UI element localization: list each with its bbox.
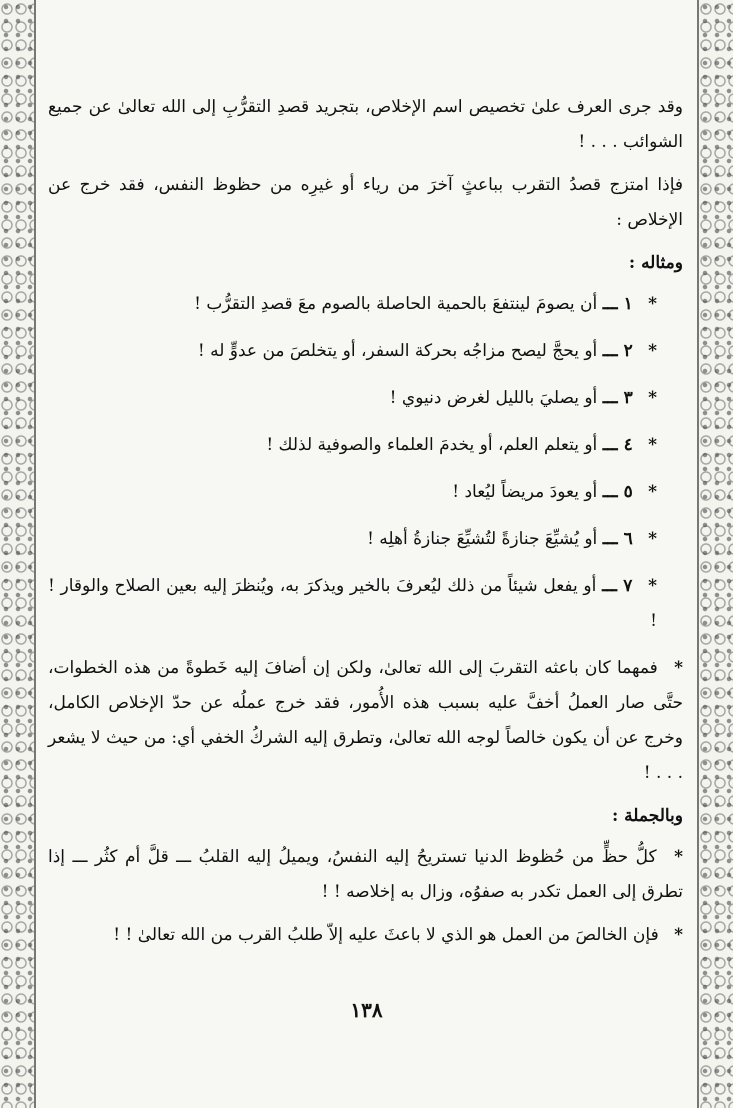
paragraph-5-text: فإن الخالصَ من العمل هو الذي لا باعثَ عليه إلاّ طلبُ القرب من الله تعالىٰ ! ! [113, 925, 659, 945]
item-text: أن يصومَ لينتفعَ بالحمية الحاصلة بالصوم معَ قصدِ التقرُّب ! [194, 294, 598, 314]
item-text: أو يصليَ بالليل لغرض دنيوي ! [389, 388, 598, 408]
item-text: أو يفعل شيئاً من ذلك ليُعرفَ بالخير ويذكرَ به، ويُنظرَ إليه بعين الصلاح والوقار ! ! [48, 576, 657, 631]
item-text: أو يُشيِّعَ جنازةً لتُشيِّعَ جنازةُ أهلِه ! [367, 529, 598, 549]
paragraph-3 [48, 651, 683, 791]
item-number: ٦ ـــ [602, 529, 633, 549]
paragraph-2: فإذا امتزج قصدُ التقرب بباعثٍ آخرَ من رياء أو غيرِه من حظوظ النفس، فقد خرج عن الإخلاص : [48, 175, 683, 230]
decorative-border-right [697, 0, 733, 1108]
list-item [48, 334, 683, 369]
decorative-border-left [0, 0, 36, 1108]
item-number: ٤ ـــ [602, 435, 633, 455]
example-heading: ومثاله : [628, 253, 683, 273]
bullet-star-icon: * [648, 529, 657, 549]
page-number: ١٣٨ [350, 998, 383, 1022]
bullet-star-icon: * [648, 294, 657, 314]
paragraph-1: وقد جرى العرف علىٰ تخصيص اسم الإخلاص، بتجريد قصدِ التقرُّبِ إلى الله تعالىٰ عن جميع الشوائب . . . ! [48, 97, 683, 152]
text-body [48, 90, 683, 961]
list-item [48, 381, 683, 416]
list-item [48, 475, 683, 510]
list-item [48, 287, 683, 322]
list-item [48, 569, 683, 639]
item-number: ٣ ـــ [602, 388, 633, 408]
item-number: ٧ ـــ [602, 576, 633, 596]
bullet-star-icon: * [648, 341, 657, 361]
item-number: ٥ ـــ [602, 482, 633, 502]
paragraph-4 [48, 840, 683, 910]
bullet-star-icon: * [648, 482, 657, 502]
paragraph-5 [48, 918, 683, 953]
item-number: ١ ـــ [602, 294, 633, 314]
bullet-star-icon: * [648, 576, 658, 596]
list-item [48, 428, 683, 463]
summary-heading: وبالجملة : [611, 806, 683, 826]
bullet-star-icon: * [674, 925, 683, 945]
item-number: ٢ ـــ [602, 341, 633, 361]
paragraph-4-text: كلُّ حظٍّ من حُظوظ الدنيا تستريحُ إليه النفسُ، ويميلُ إليه القلبُ ـــ قلَّ أم كثُر ـــ إذا تطرق إلى العمل تكدر به صفوُه، وزال به إخلاصه ! ! [48, 847, 683, 902]
bullet-star-icon: * [648, 435, 657, 455]
paragraph-3-text: فمهما كان باعثه التقربَ إلى الله تعالىٰ، ولكن إن أضافَ إليه خَطوةً من هذه الخطوات، حتَّى صار العملُ أخفَّ عليه بسبب هذه الأُمور، فقد خرج عملُه عن حدّ الإخلاص الكامل، وخرج عن أن يكون خالصاً لوجه الله تعالىٰ، وتطرق إليه الشركُ الخفي أي: من حيث لا يشعر . . . ! [48, 658, 683, 783]
bullet-star-icon: * [674, 658, 684, 678]
bullet-star-icon: * [674, 847, 684, 867]
item-text: أو يتعلم العلم، أو يخدمَ العلماء والصوفية لذلك ! [266, 435, 598, 455]
item-text: أو يعودَ مريضاً ليُعاد ! [452, 482, 598, 502]
list-item [48, 522, 683, 557]
item-text: أو يحجَّ ليصح مزاجُه بحركة السفر، أو يتخلصَ من عدوٍّ له ! [197, 341, 598, 361]
bullet-star-icon: * [648, 388, 657, 408]
